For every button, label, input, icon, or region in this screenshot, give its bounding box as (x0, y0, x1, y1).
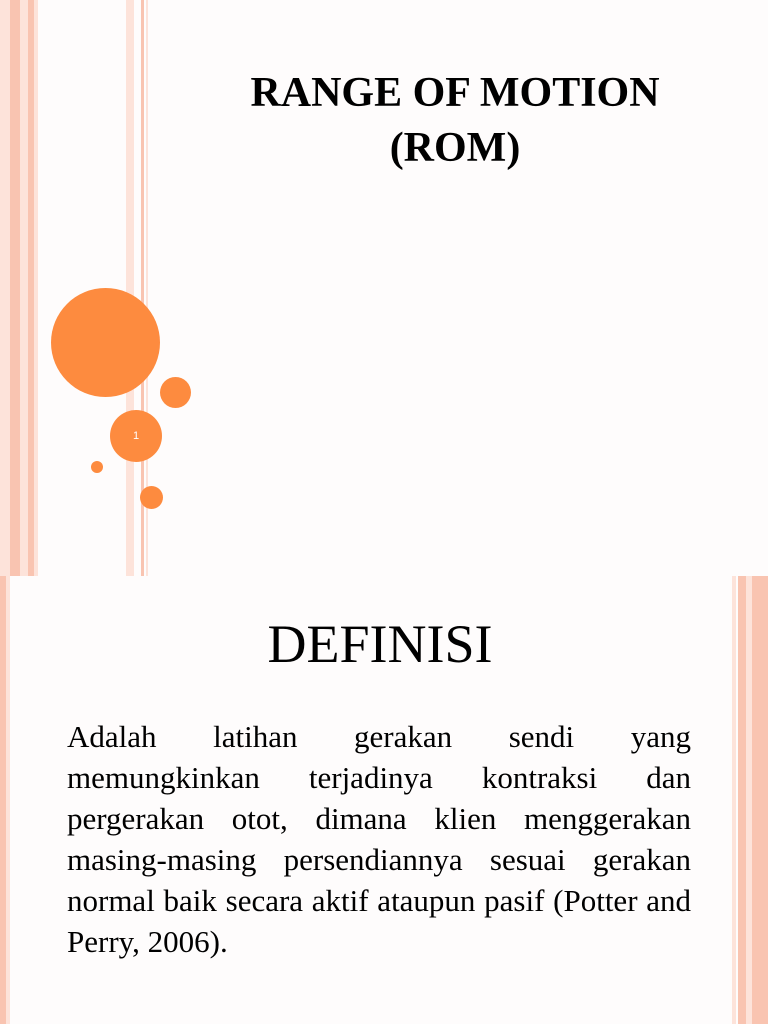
left-stripe-1 (0, 0, 10, 576)
small-accent-circle (160, 377, 191, 408)
slide-2 (0, 576, 768, 1024)
tiny-accent-circle (91, 461, 103, 473)
slide-2-title: DEFINISI (267, 614, 493, 674)
title-line-1: RANGE OF MOTION (250, 70, 660, 116)
bottom-accent-circle (140, 486, 163, 509)
left-stripe-5 (34, 0, 38, 576)
large-accent-circle (51, 288, 160, 397)
definition-text: Adalah latihan gerakan sendi yang memungkinkan terjadinya kontraksi dan pergerakan otot, dimana klien menggerakan masing-masing persendiannya sesuai gerakan normal baik secara aktif ataupun pasif (Potter and Perry, 2006). (67, 719, 691, 959)
left-stripe-2 (10, 0, 20, 576)
slide-number: 1 (132, 430, 140, 442)
center-stripe-1 (126, 0, 134, 576)
title-line-2: (ROM) (389, 125, 521, 171)
left-stripe-3 (20, 0, 28, 576)
slide-1-title (190, 66, 720, 176)
